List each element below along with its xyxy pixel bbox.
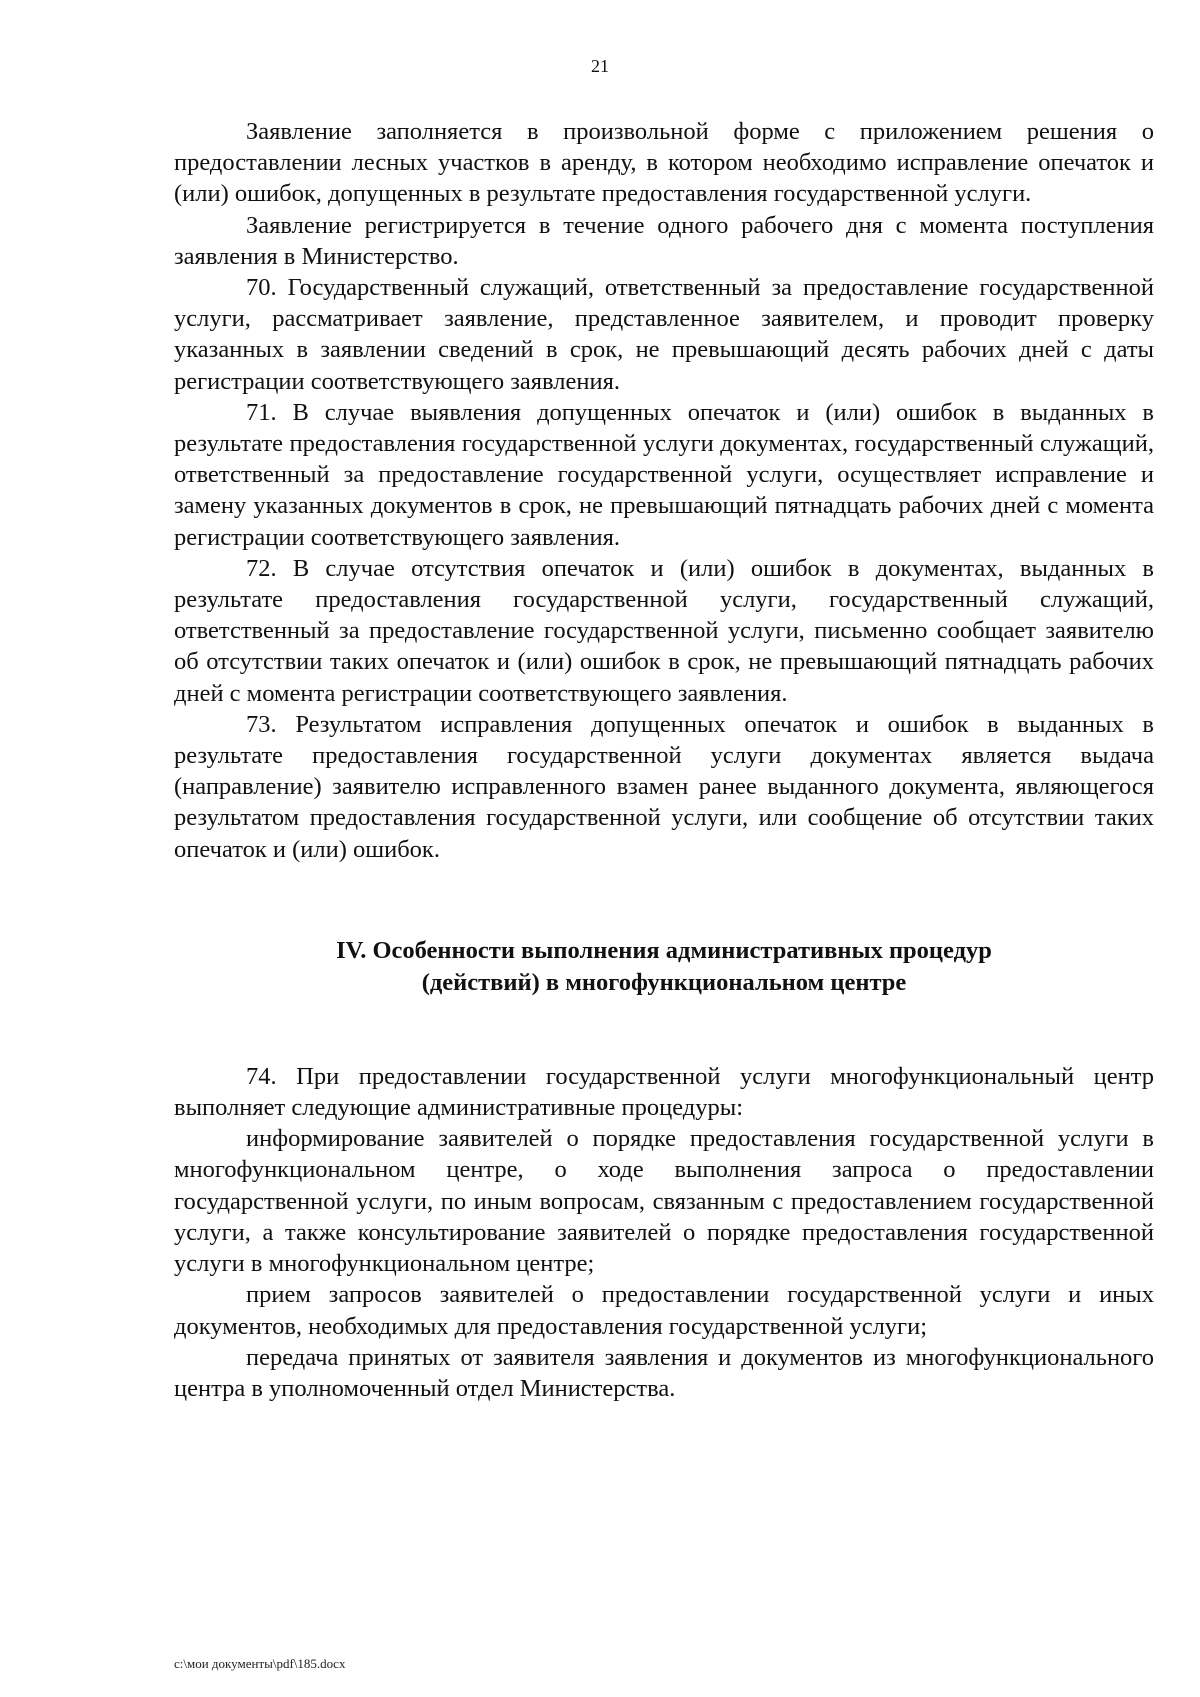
paragraph-application-registration: Заявление регистрируется в течение одного рабочего дня с момента поступления заявления в Министерство.	[174, 211, 1154, 270]
section-heading-line-1: IV. Особенности выполнения административных процедур	[336, 936, 992, 964]
section-heading	[174, 935, 1154, 999]
paragraph-reception: прием запросов заявителей о предоставлении государственной услуги и иных документов, необходимых для предоставления государственной услуги;	[174, 1281, 1154, 1340]
paragraph-74: 74. При предоставлении государственной услуги многофункциональный центр выполняет следующие административные процедуры:	[174, 1062, 1154, 1122]
paragraph-70: 70. Государственный служащий, ответственный за предоставление государственной услуги, рассматривает заявление, представленное заявителем, и проводит проверку указанных в заявлении сведений в срок, не превышающий десять рабочих дней с даты регистрации соответствующего заявления.	[174, 274, 1154, 395]
paragraph-72: 72. В случае отсутствия опечаток и (или) ошибок в документах, выданных в результате предоставления государственной услуги, государственный служащий, ответственный за предоставление государственной услуги, письменно сообщает заявителю об отсутствии таких опечаток и (или) ошибок в срок, не превышающий пятнадцать рабочих дней с момента регистрации соответствующего заявления.	[174, 554, 1154, 707]
paragraph-application-form: Заявление заполняется в произвольной форме с приложением решения о предоставлении лесных участков в аренду, в котором необходимо исправление опечаток и (или) ошибок, допущенных в результате предоставления государственной услуги.	[174, 118, 1154, 208]
section-heading-line-2: (действий) в многофункциональном центре	[421, 968, 907, 996]
document-body	[174, 116, 1154, 1404]
page-number: 21	[591, 56, 609, 76]
section-spacer	[174, 999, 1154, 1061]
paragraph-informing: информирование заявителей о порядке предоставления государственной услуги в многофункциональном центре, о ходе выполнения запроса о предоставлении государственной услуги, по иным вопросам, связанным с предоставлением государственной услуги, а также консультирование заявителей о порядке предоставления государственной услуги в многофункциональном центре;	[174, 1125, 1154, 1278]
paragraph-71: 71. В случае выявления допущенных опечаток и (или) ошибок в выданных в результате предоставления государственной услуги документах, государственный служащий, ответственный за предоставление государственной услуги, осуществляет исправление и замену указанных документов в срок, не превышающий пятнадцать рабочих дней с момента регистрации соответствующего заявления.	[174, 398, 1154, 551]
footer-file-path: c:\мои документы\pdf\185.docx	[174, 1656, 346, 1671]
paragraph-transfer: передача принятых от заявителя заявления и документов из многофункционального центра в уполномоченный отдел Министерства.	[174, 1343, 1154, 1402]
paragraph-73: 73. Результатом исправления допущенных опечаток и ошибок в выданных в результате предоставления государственной услуги документах является выдача (направление) заявителю исправленного взамен ранее выданного документа, являющегося результатом предоставления государственной услуги, или сообщение об отсутствии таких опечаток и (или) ошибок.	[174, 710, 1154, 863]
